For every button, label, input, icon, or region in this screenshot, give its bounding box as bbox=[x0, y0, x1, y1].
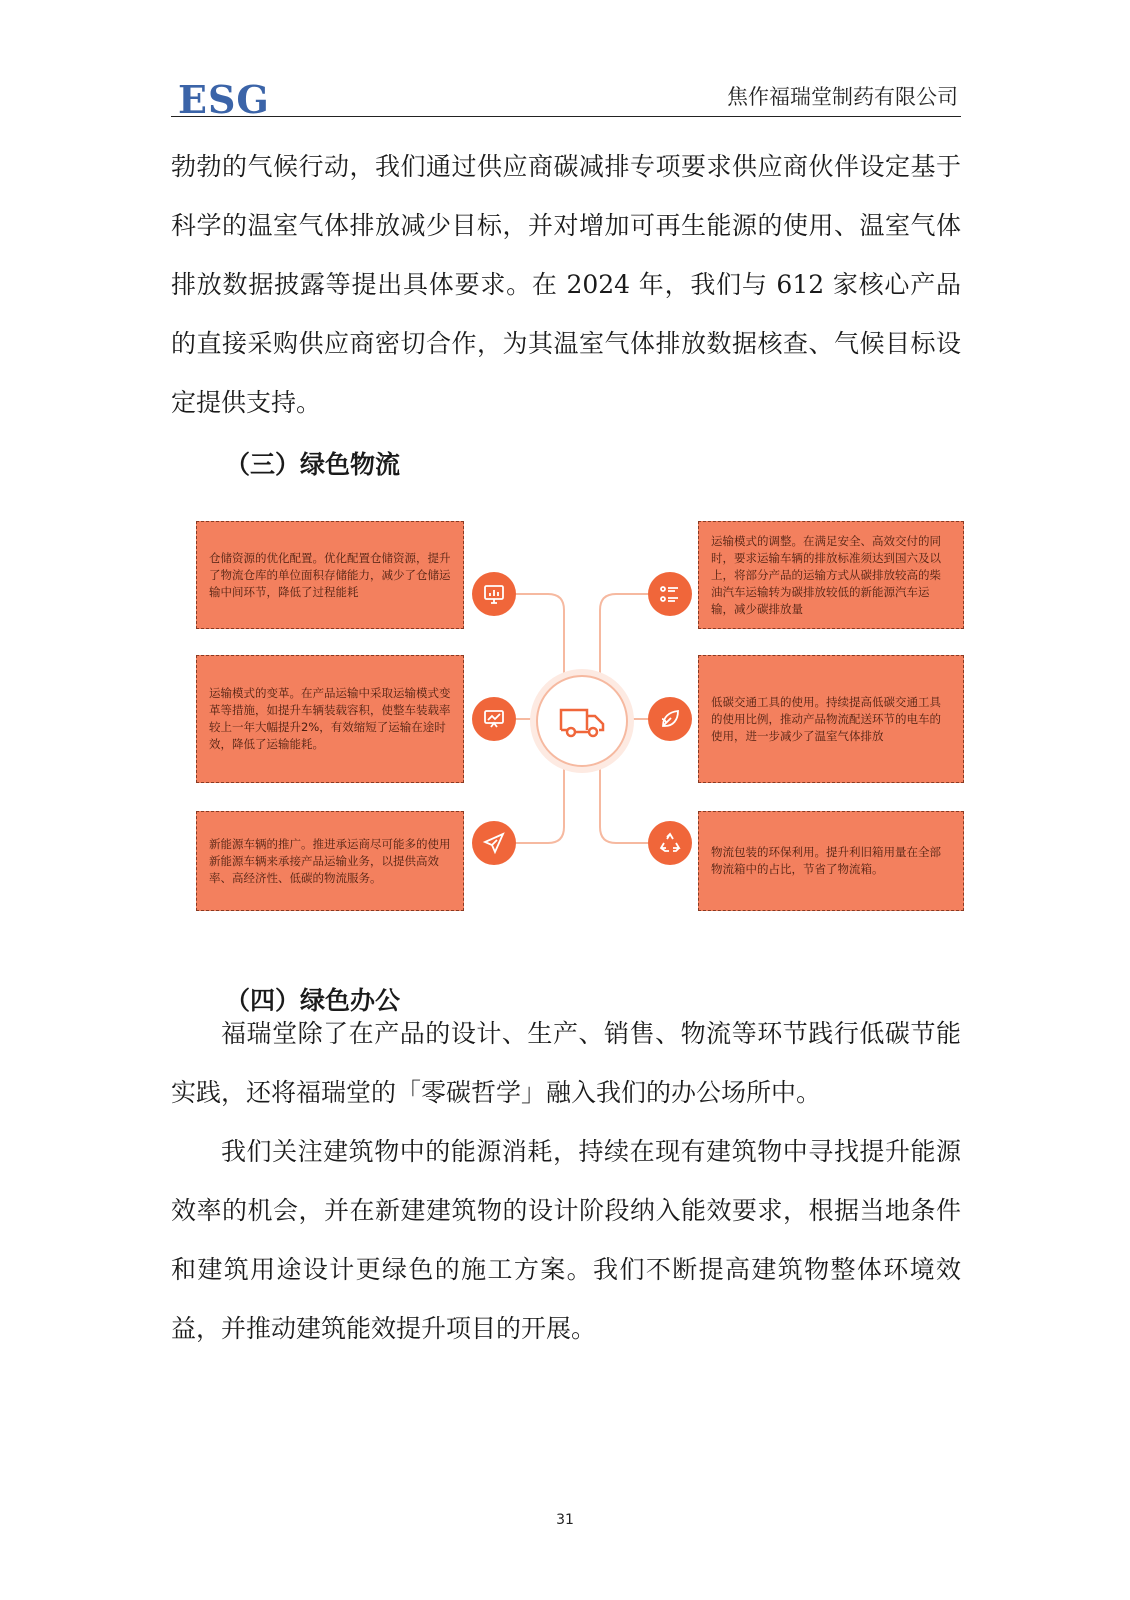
paragraph-building-efficiency: 我们关注建筑物中的能源消耗，持续在现有建筑物中寻找提升能源效率的机会，并在新建建筑物的设计阶段纳入能效要求，根据当地条件和建筑用途设计更绿色的施工方案。我们不断提高建筑物整体环境效益，并推动建筑能效提升项目的开展。 bbox=[171, 1137, 961, 1343]
delivery-truck-icon bbox=[536, 675, 628, 767]
logistics-item-packaging bbox=[698, 811, 964, 911]
presentation-icon bbox=[472, 697, 516, 741]
green-logistics-diagram bbox=[196, 525, 986, 935]
connector-right-bottom bbox=[600, 763, 648, 843]
heading-green-office: （四）绿色办公 bbox=[225, 986, 401, 1015]
logistics-item-text: 运输模式的调整。在满足安全、高效交付的同时，要求运输车辆的排放标准须达到国六及以上，将部分产品的运输方式从碳排放较高的柴油汽车运输转为碳排放较低的新能源汽车运输，减少碳排放量 bbox=[711, 533, 941, 616]
paragraph-zero-carbon-office: 福瑞堂除了在产品的设计、生产、销售、物流等环节践行低碳节能实践，还将福瑞堂的「零碳哲学」融入我们的办公场所中。 bbox=[171, 1019, 961, 1107]
logistics-item-warehouse bbox=[196, 521, 464, 629]
logistics-item-text: 低碳交通工具的使用。持续提高低碳交通工具的使用比例，推动产品物流配送环节的电车的使用，进一步减少了温室气体排放 bbox=[711, 694, 941, 743]
paper-plane-icon bbox=[472, 821, 516, 865]
logistics-item-text: 物流包装的环保利用。提升利旧箱用量在全部物流箱中的占比，节省了物流箱。 bbox=[711, 845, 941, 876]
company-name: 焦作福瑞堂制药有限公司 bbox=[727, 85, 958, 109]
header-divider bbox=[171, 116, 961, 117]
recycle-icon bbox=[648, 821, 692, 865]
heading-green-logistics: （三）绿色物流 bbox=[225, 450, 401, 479]
connector-left-top bbox=[516, 594, 564, 675]
esg-logo: ESG bbox=[178, 77, 270, 122]
connector-right-top bbox=[600, 594, 648, 675]
logistics-item-low-carbon-vehicles bbox=[698, 655, 964, 783]
logistics-item-text: 仓储资源的优化配置。优化配置仓储资源，提升了物流仓库的单位面积存储能力，减少了仓储运输中间环节，降低了过程能耗 bbox=[209, 550, 451, 599]
page-number: 31 bbox=[556, 1512, 574, 1528]
logistics-item-text: 运输模式的变革。在产品运输中采取运输模式变革等措施，如提升车辆装载容积，使整车装载率较上一年大幅提升2%，有效缩短了运输在途时效，降低了运输能耗。 bbox=[209, 686, 451, 751]
paragraph-supplier-climate: 勃勃的气候行动，我们通过供应商碳减排专项要求供应商伙伴设定基于科学的温室气体排放减少目标，并对增加可再生能源的使用、温室气体排放数据披露等提出具体要求。在 2024 年，我们与 612 家核心产品的直接采购供应商密切合作，为其温室气体排放数据核查、气候目标设定提供支持。 bbox=[171, 152, 961, 417]
logistics-item-text: 新能源车辆的推广。推进承运商尽可能多的使用新能源车辆来承接产品运输业务，以提供高效率、高经济性、低碳的物流服务。 bbox=[209, 836, 451, 885]
leaf-icon bbox=[648, 697, 692, 741]
list-icon bbox=[648, 572, 692, 616]
warehouse-chart-icon bbox=[472, 572, 516, 616]
connector-left-bottom bbox=[516, 763, 564, 843]
logistics-item-transport-reform bbox=[196, 655, 464, 783]
logistics-item-transport-adjust bbox=[698, 521, 964, 629]
logistics-item-new-energy bbox=[196, 811, 464, 911]
